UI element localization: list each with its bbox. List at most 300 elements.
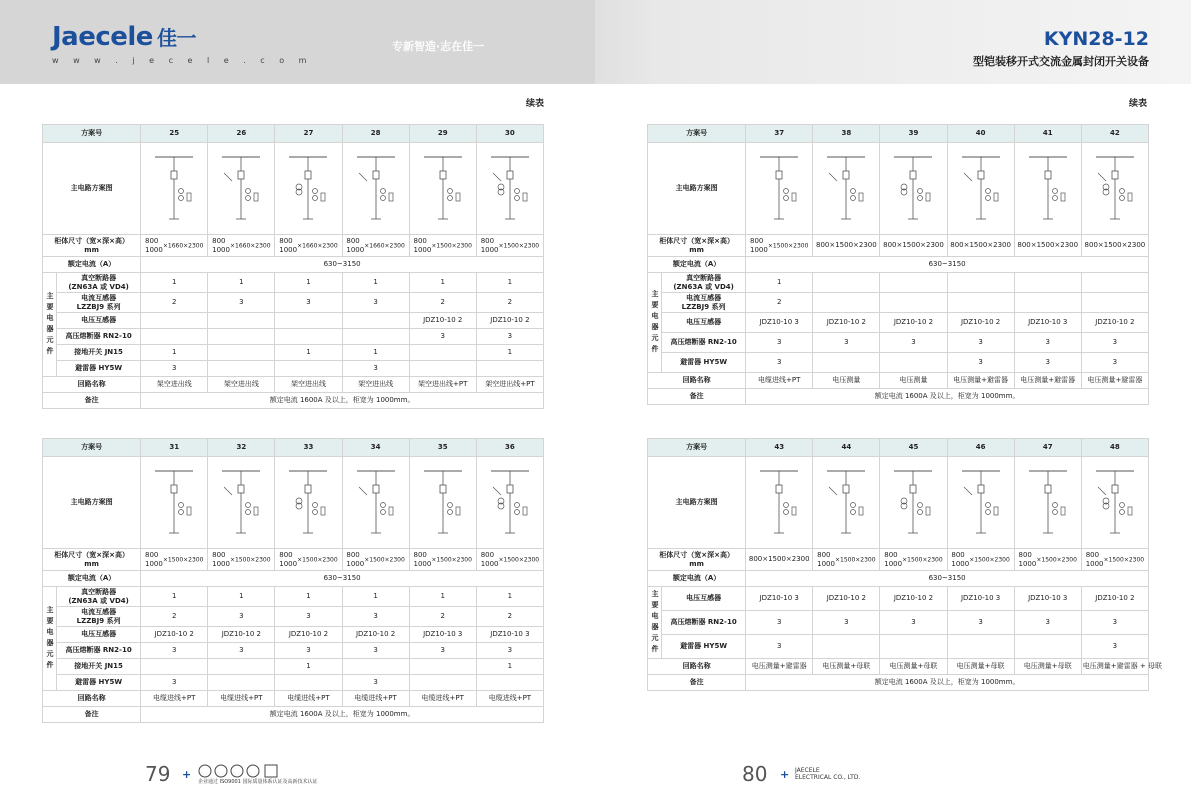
table-cell: 3 [1014, 611, 1081, 635]
table-cell: 1 [275, 659, 342, 675]
table-cell: 3 [1014, 333, 1081, 353]
table-cell [880, 143, 947, 235]
table-cell [880, 457, 947, 549]
table-row [648, 143, 1149, 235]
table-cell: 电压互感器 [57, 627, 141, 643]
table-cell: 800 1000×1500×2300 [746, 235, 813, 257]
table-cell: 备注 [648, 675, 746, 691]
table-cell: 800 1000×1500×2300 [813, 549, 880, 571]
table-cell: 800 1000×1500×2300 [476, 549, 543, 571]
table-cell: 电压测量+避雷器 [1014, 373, 1081, 389]
table-cell: 电压测量+避雷器 [1081, 373, 1148, 389]
table-cell: 1 [409, 273, 476, 293]
company-url: w w w . j e c e l e . c o m [52, 56, 313, 65]
table-cell: 41 [1014, 125, 1081, 143]
table-cell [476, 457, 543, 549]
table-cell: JDZ10-10 2 [342, 627, 409, 643]
table-cell [208, 659, 275, 675]
table-row [43, 293, 544, 313]
table-cell: JDZ10-10 2 [880, 587, 947, 611]
table-cell [476, 361, 543, 377]
single-line-diagram-icon [1092, 153, 1138, 225]
plus-mark-right: + [780, 768, 790, 781]
table-cell: 3 [141, 361, 208, 377]
table-cell: JDZ10-10 2 [880, 313, 947, 333]
table-cell: 真空断路器 (ZN63A 或 VD4) [57, 273, 141, 293]
table-cell: 电缆进线+PT [746, 373, 813, 389]
table-cell: 1 [275, 273, 342, 293]
table-cell: 800 1000×1500×2300 [342, 549, 409, 571]
table-cell: 1 [141, 587, 208, 607]
table-cell [208, 675, 275, 691]
table-cell: 真空断路器 (ZN63A 或 VD4) [662, 273, 746, 293]
table-cell [813, 353, 880, 373]
table-cell: 2 [409, 293, 476, 313]
table-row [43, 143, 544, 235]
table-cell [208, 143, 275, 235]
table-cell: 3 [342, 607, 409, 627]
table-row [648, 635, 1149, 659]
table-row [43, 691, 544, 707]
table-cell: 架空进出线+PT [476, 377, 543, 393]
table-cell: 1 [141, 273, 208, 293]
table-cell: 44 [813, 439, 880, 457]
table-cell: 33 [275, 439, 342, 457]
table-cell: 800×1500×2300 [746, 549, 813, 571]
table-cell [275, 313, 342, 329]
table-row [43, 257, 544, 273]
table-cell: 3 [409, 643, 476, 659]
table-cell: 1 [141, 345, 208, 361]
scheme-table-37-42 [647, 124, 1149, 405]
table-cell [947, 293, 1014, 313]
table-row [648, 439, 1149, 457]
table-cell: 回路名称 [43, 377, 141, 393]
table-cell: 3 [746, 333, 813, 353]
table-cell: 800×1500×2300 [880, 235, 947, 257]
table-cell: 1 [342, 273, 409, 293]
table-cell [141, 659, 208, 675]
table-row [43, 707, 544, 723]
table-cell: 3 [476, 329, 543, 345]
table-cell [476, 675, 543, 691]
certification-logos-icon [198, 764, 328, 778]
table-cell: 800 1000×1500×2300 [409, 235, 476, 257]
single-line-diagram-icon [823, 467, 869, 539]
table-cell: 避雷器 HY5W [662, 353, 746, 373]
table-cell [1081, 293, 1148, 313]
table-cell: 额定电流（A） [648, 571, 746, 587]
table-cell: 额定电流 1600A 及以上，柜宽为 1000mm。 [746, 675, 1149, 691]
table-row [43, 329, 544, 345]
table-cell [1014, 143, 1081, 235]
page-number-left: 79 [145, 762, 171, 786]
table-cell: 额定电流（A） [648, 257, 746, 273]
table-cell: 29 [409, 125, 476, 143]
table-cell [746, 457, 813, 549]
table-cell: 2 [409, 607, 476, 627]
table-cell [1014, 293, 1081, 313]
table-cell: JDZ10-10 2 [947, 313, 1014, 333]
single-line-diagram-icon [353, 467, 399, 539]
table-cell: 3 [141, 643, 208, 659]
table-cell: 1 [208, 587, 275, 607]
table-cell [409, 361, 476, 377]
table-cell: 1 [409, 587, 476, 607]
table-cell: 800 1000×1500×2300 [275, 549, 342, 571]
table-cell: 1 [476, 587, 543, 607]
table-row [43, 587, 544, 607]
table-cell [409, 457, 476, 549]
table-cell [813, 457, 880, 549]
table-cell: 1 [476, 345, 543, 361]
table-row [648, 373, 1149, 389]
table-cell: 800 1000×1660×2300 [141, 235, 208, 257]
table-cell: JDZ10-10 2 [409, 313, 476, 329]
table-cell: 800×1500×2300 [1081, 235, 1148, 257]
table-row [648, 457, 1149, 549]
table-cell: JDZ10-10 2 [476, 313, 543, 329]
table-cell: JDZ10-10 3 [1014, 587, 1081, 611]
table-cell: 800×1500×2300 [947, 235, 1014, 257]
table-row [43, 313, 544, 329]
table-cell: 3 [947, 353, 1014, 373]
table-cell: JDZ10-10 3 [746, 313, 813, 333]
table-cell [1014, 635, 1081, 659]
table-cell: 3 [947, 333, 1014, 353]
table-cell: 架空进出线+PT [409, 377, 476, 393]
certification-text: 企业通过 ISO9001 国际质量体系认证及高新技术认证 [198, 779, 318, 785]
table-cell: JDZ10-10 2 [275, 627, 342, 643]
table-cell: 电压互感器 [662, 313, 746, 333]
single-line-diagram-icon [958, 153, 1004, 225]
table-cell: 备注 [43, 393, 141, 409]
table-cell: 额定电流 1600A 及以上，柜宽为 1000mm。 [141, 707, 544, 723]
table-cell [813, 635, 880, 659]
table-cell: 3 [746, 353, 813, 373]
table-row [43, 675, 544, 691]
table-cell [141, 313, 208, 329]
table-cell [947, 273, 1014, 293]
table-cell: 800×1500×2300 [1014, 235, 1081, 257]
table-row [43, 345, 544, 361]
table-cell: 3 [342, 293, 409, 313]
table-cell [813, 273, 880, 293]
table-cell: 1 [342, 345, 409, 361]
table-cell: 电压测量+避雷器 [746, 659, 813, 675]
table-cell: 避雷器 HY5W [57, 675, 141, 691]
table-cell: 39 [880, 125, 947, 143]
table-cell [1081, 273, 1148, 293]
table-cell: 电缆进线+PT [476, 691, 543, 707]
table-cell [947, 457, 1014, 549]
table-row [648, 389, 1149, 405]
table-row [43, 377, 544, 393]
table-cell: 备注 [43, 707, 141, 723]
table-cell: 3 [1081, 611, 1148, 635]
table-row [43, 273, 544, 293]
table-cell: 3 [141, 675, 208, 691]
table-cell: JDZ10-10 3 [476, 627, 543, 643]
table-cell: 36 [476, 439, 543, 457]
table-row [648, 611, 1149, 635]
table-cell: 40 [947, 125, 1014, 143]
single-line-diagram-icon [1092, 467, 1138, 539]
table-row [43, 643, 544, 659]
table-cell: 1 [275, 587, 342, 607]
table-row [648, 659, 1149, 675]
table-cell: 1 [476, 659, 543, 675]
table-cell [275, 361, 342, 377]
table-cell: 避雷器 HY5W [662, 635, 746, 659]
table-cell: 800 1000×1500×2300 [409, 549, 476, 571]
table-cell: 主电路方案图 [648, 457, 746, 549]
table-cell: 35 [409, 439, 476, 457]
table-cell [813, 143, 880, 235]
table-cell: 主要电器元件 [648, 587, 662, 659]
table-row [43, 235, 544, 257]
table-row [648, 293, 1149, 313]
table-cell: 630~3150 [746, 571, 1149, 587]
table-cell: 630~3150 [746, 257, 1149, 273]
table-cell: 3 [880, 611, 947, 635]
table-cell: 3 [746, 635, 813, 659]
table-cell [409, 659, 476, 675]
table-cell [208, 313, 275, 329]
table-row [43, 627, 544, 643]
table-cell: 3 [208, 643, 275, 659]
table-cell: 3 [947, 611, 1014, 635]
table-cell [275, 329, 342, 345]
table-row [648, 273, 1149, 293]
table-cell: JDZ10-10 2 [208, 627, 275, 643]
table-cell: 34 [342, 439, 409, 457]
single-line-diagram-icon [353, 153, 399, 225]
table-cell: JDZ10-10 3 [409, 627, 476, 643]
table-cell: 2 [141, 607, 208, 627]
single-line-diagram-icon [823, 153, 869, 225]
table-cell: 高压熔断器 RN2-10 [57, 643, 141, 659]
plus-mark-left: + [182, 768, 192, 781]
table-cell: 电流互感器 LZZBJ9 系列 [662, 293, 746, 313]
table-cell: 3 [746, 611, 813, 635]
table-row [43, 607, 544, 627]
table-cell: 800 1000×1660×2300 [208, 235, 275, 257]
single-line-diagram-icon [420, 467, 466, 539]
table-cell: 800 1000×1500×2300 [1014, 549, 1081, 571]
product-subtitle: 型铠装移开式交流金属封闭开关设备 [973, 55, 1149, 68]
table-cell: 备注 [648, 389, 746, 405]
table-cell: 1 [342, 587, 409, 607]
table-cell: 主要电器元件 [43, 587, 57, 691]
table-cell: 27 [275, 125, 342, 143]
table-cell: 28 [342, 125, 409, 143]
table-cell: 电流互感器 LZZBJ9 系列 [57, 293, 141, 313]
table-cell [409, 345, 476, 361]
single-line-diagram-icon [151, 467, 197, 539]
table-cell: 3 [813, 333, 880, 353]
table-cell: 额定电流（A） [43, 257, 141, 273]
table-cell: 3 [275, 643, 342, 659]
table-cell [275, 457, 342, 549]
table-cell: 3 [1081, 635, 1148, 659]
table-cell: 3 [1014, 353, 1081, 373]
table-cell: 3 [208, 293, 275, 313]
table-cell: 3 [813, 611, 880, 635]
table-cell: 3 [342, 361, 409, 377]
table-cell: 1 [746, 273, 813, 293]
table-cell [141, 329, 208, 345]
table-cell: 高压熔断器 RN2-10 [662, 333, 746, 353]
table-cell: 电压测量+避雷器 + 母联 [1081, 659, 1148, 675]
table-cell [880, 635, 947, 659]
table-cell [275, 675, 342, 691]
table-row [648, 587, 1149, 611]
table-cell: 方案号 [43, 125, 141, 143]
single-line-diagram-icon [285, 467, 331, 539]
company-logo: Jaecele 佳一 [52, 22, 196, 52]
table-cell: 3 [342, 675, 409, 691]
table-cell [1014, 457, 1081, 549]
table-cell: 3 [476, 643, 543, 659]
table-cell: 接地开关 JN15 [57, 345, 141, 361]
table-cell: 1 [476, 273, 543, 293]
table-cell: 3 [275, 293, 342, 313]
product-model: KYN28-12 [1043, 28, 1149, 50]
table-cell: 避雷器 HY5W [57, 361, 141, 377]
table-cell: 高压熔断器 RN2-10 [57, 329, 141, 345]
table-row [43, 393, 544, 409]
scheme-table-43-48 [647, 438, 1162, 691]
table-cell: 3 [275, 607, 342, 627]
table-cell: 主电路方案图 [43, 143, 141, 235]
table-cell [1081, 143, 1148, 235]
table-cell [476, 143, 543, 235]
table-cell [141, 143, 208, 235]
table-cell: 25 [141, 125, 208, 143]
table-row [648, 571, 1149, 587]
single-line-diagram-icon [218, 467, 264, 539]
table-cell: 电缆进线+PT [141, 691, 208, 707]
table-cell: 电缆进线+PT [409, 691, 476, 707]
table-cell [342, 457, 409, 549]
company-name: JAECELE ELECTRICAL CO., LTD. [795, 767, 861, 781]
continued-label-left: 续表 [526, 99, 545, 109]
table-cell: 2 [746, 293, 813, 313]
slogan: 专新智造·志在佳一 [392, 40, 485, 53]
table-cell: JDZ10-10 3 [1014, 313, 1081, 333]
table-cell: JDZ10-10 2 [1081, 587, 1148, 611]
table-cell: 方案号 [648, 125, 746, 143]
table-cell [1081, 457, 1148, 549]
table-cell: 800 1000×1500×2300 [208, 549, 275, 571]
table-cell [947, 143, 1014, 235]
table-cell: JDZ10-10 2 [1081, 313, 1148, 333]
table-cell: 3 [880, 333, 947, 353]
table-cell: 接地开关 JN15 [57, 659, 141, 675]
table-cell: 3 [208, 607, 275, 627]
table-cell: 1 [275, 345, 342, 361]
table-cell [880, 293, 947, 313]
table-cell: 1 [208, 273, 275, 293]
single-line-diagram-icon [487, 467, 533, 539]
table-cell: 电压测量+母联 [813, 659, 880, 675]
table-row [43, 571, 544, 587]
table-row [43, 125, 544, 143]
table-cell: 额定电流 1600A 及以上，柜宽为 1000mm。 [746, 389, 1149, 405]
table-cell: 37 [746, 125, 813, 143]
table-cell: 630~3150 [141, 571, 544, 587]
table-cell: 800 1000×1660×2300 [342, 235, 409, 257]
table-cell [409, 143, 476, 235]
table-cell: 柜体尺寸（宽×深×高） mm [648, 549, 746, 571]
table-row [648, 353, 1149, 373]
table-cell: 电压互感器 [57, 313, 141, 329]
table-cell: 回路名称 [43, 691, 141, 707]
table-cell: JDZ10-10 3 [947, 587, 1014, 611]
table-cell: 800×1500×2300 [813, 235, 880, 257]
table-cell: 柜体尺寸（宽×深×高） mm [43, 549, 141, 571]
table-cell: 高压熔断器 RN2-10 [662, 611, 746, 635]
table-cell: 电流互感器 LZZBJ9 系列 [57, 607, 141, 627]
table-cell: 回路名称 [648, 659, 746, 675]
table-cell: 47 [1014, 439, 1081, 457]
table-cell: 额定电流 1600A 及以上，柜宽为 1000mm。 [141, 393, 544, 409]
table-cell: 柜体尺寸（宽×深×高） mm [43, 235, 141, 257]
single-line-diagram-icon [1025, 467, 1071, 539]
table-cell: 方案号 [648, 439, 746, 457]
table-cell: 架空进出线 [275, 377, 342, 393]
scheme-table-25-30 [42, 124, 544, 409]
table-cell: 电缆进线+PT [342, 691, 409, 707]
table-cell: 电压测量 [880, 373, 947, 389]
table-cell: 30 [476, 125, 543, 143]
table-cell: 架空进出线 [342, 377, 409, 393]
table-cell [880, 353, 947, 373]
single-line-diagram-icon [151, 153, 197, 225]
table-cell: 架空进出线 [208, 377, 275, 393]
table-cell: 800 1000×1500×2300 [947, 549, 1014, 571]
table-cell: JDZ10-10 2 [141, 627, 208, 643]
table-cell [409, 675, 476, 691]
single-line-diagram-icon [487, 153, 533, 225]
table-cell: 48 [1081, 439, 1148, 457]
table-cell: JDZ10-10 3 [746, 587, 813, 611]
single-line-diagram-icon [1025, 153, 1071, 225]
table-cell: JDZ10-10 2 [813, 313, 880, 333]
table-cell [342, 143, 409, 235]
table-cell [141, 457, 208, 549]
table-cell: 31 [141, 439, 208, 457]
table-cell [342, 659, 409, 675]
table-cell [746, 143, 813, 235]
table-cell: 真空断路器 (ZN63A 或 VD4) [57, 587, 141, 607]
table-cell: 800 1000×1500×2300 [141, 549, 208, 571]
table-row [648, 675, 1149, 691]
table-row [43, 457, 544, 549]
table-cell: 电压测量+母联 [880, 659, 947, 675]
single-line-diagram-icon [756, 153, 802, 225]
single-line-diagram-icon [958, 467, 1004, 539]
table-cell: 回路名称 [648, 373, 746, 389]
table-cell [275, 143, 342, 235]
table-cell: 2 [476, 607, 543, 627]
table-cell: 主要电器元件 [648, 273, 662, 373]
table-cell: 32 [208, 439, 275, 457]
table-cell: 电压测量+母联 [947, 659, 1014, 675]
scheme-table-31-36 [42, 438, 544, 723]
table-cell [208, 329, 275, 345]
